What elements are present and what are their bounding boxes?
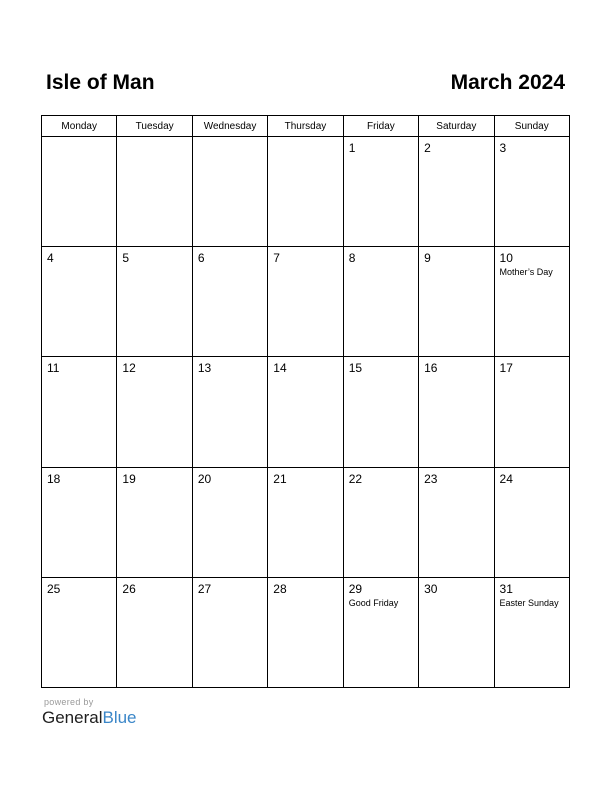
weekday-header: Tuesday [117, 116, 192, 137]
day-number: 22 [348, 471, 363, 486]
day-number [117, 137, 191, 141]
day-number: 10 [499, 251, 513, 266]
calendar-week-row [42, 247, 570, 357]
day-number: 16 [424, 361, 438, 376]
calendar-day-cell [117, 467, 192, 577]
weekday-header: Friday [343, 116, 418, 137]
calendar-day-cell [42, 577, 117, 687]
day-number: 19 [122, 471, 136, 486]
calendar-week-row [42, 577, 570, 687]
day-number: 2 [424, 141, 431, 155]
calendar-day-cell [192, 357, 267, 467]
calendar-week-row [42, 357, 570, 467]
holiday-label: Mother’s Day [499, 267, 553, 278]
calendar-day-cell [494, 577, 569, 687]
calendar-day-cell [42, 467, 117, 577]
calendar-day-cell [117, 357, 192, 467]
calendar-body [42, 137, 570, 688]
weekday-header: Wednesday [192, 116, 267, 137]
day-number: 3 [499, 141, 507, 155]
day-number: 28 [273, 581, 287, 596]
calendar-day-cell [192, 467, 267, 577]
calendar-day-cell [268, 467, 343, 577]
day-number: 25 [47, 581, 61, 596]
calendar-day-cell [343, 247, 418, 357]
day-number: 4 [47, 251, 54, 266]
calendar-day-cell [419, 137, 494, 247]
day-number: 27 [197, 581, 212, 596]
day-number: 26 [122, 581, 136, 596]
day-number [42, 137, 116, 141]
calendar-day-cell [494, 357, 569, 467]
calendar-day-cell [343, 577, 418, 687]
calendar-day-cell [268, 247, 343, 357]
calendar-day-cell [192, 577, 267, 687]
calendar-day-cell [343, 467, 418, 577]
calendar-day-cell [268, 137, 343, 247]
weekday-header: Monday [42, 116, 117, 137]
calendar-day-cell [268, 357, 343, 467]
calendar-day-cell [419, 357, 494, 467]
day-number [268, 137, 342, 141]
day-number: 20 [197, 471, 212, 486]
calendar-day-cell [494, 467, 569, 577]
calendar-day-cell [42, 137, 117, 247]
day-number: 1 [348, 141, 356, 155]
calendar-day-cell [419, 577, 494, 687]
day-number: 17 [499, 361, 513, 376]
calendar-day-cell [343, 137, 418, 247]
day-number: 21 [273, 471, 287, 486]
day-number: 18 [47, 471, 61, 486]
day-number: 11 [47, 361, 60, 376]
day-number: 30 [424, 581, 438, 596]
powered-by-text: powered by [44, 697, 94, 707]
calendar-day-cell [494, 247, 569, 357]
month-year-title: March 2024 [450, 71, 565, 94]
day-number: 13 [197, 361, 212, 376]
generalblue-logo [42, 708, 137, 728]
calendar-day-cell [117, 247, 192, 357]
day-number: 31 [499, 581, 513, 596]
calendar-day-cell [419, 247, 494, 357]
weekday-header-row [42, 116, 570, 137]
calendar-day-cell [192, 247, 267, 357]
calendar-day-cell [42, 247, 117, 357]
calendar-grid [41, 115, 570, 688]
weekday-header: Thursday [268, 116, 343, 137]
day-number: 7 [273, 251, 280, 266]
calendar-day-cell [494, 137, 569, 247]
day-number: 23 [424, 471, 438, 486]
day-number: 5 [122, 251, 130, 266]
day-number: 15 [348, 361, 363, 376]
logo-general-text: General [42, 708, 103, 727]
day-number: 6 [197, 251, 205, 266]
day-number: 12 [122, 361, 136, 376]
day-number: 8 [348, 251, 356, 266]
holiday-label: Easter Sunday [499, 597, 559, 608]
day-number: 29 [348, 581, 363, 596]
calendar-day-cell [419, 467, 494, 577]
holiday-label: Good Friday [348, 597, 399, 608]
day-number: 24 [499, 471, 513, 486]
day-number: 9 [424, 251, 431, 266]
calendar-week-row [42, 467, 570, 577]
day-number: 14 [273, 361, 287, 376]
calendar-day-cell [343, 357, 418, 467]
day-number [193, 137, 267, 141]
region-title: Isle of Man [46, 71, 155, 94]
calendar-day-cell [42, 357, 117, 467]
calendar-day-cell [117, 577, 192, 687]
calendar-day-cell [192, 137, 267, 247]
calendar-week-row [42, 137, 570, 247]
weekday-header: Sunday [494, 116, 569, 137]
weekday-header: Saturday [419, 116, 494, 137]
calendar-day-cell [117, 137, 192, 247]
calendar-day-cell [268, 577, 343, 687]
logo-blue-text: Blue [102, 708, 137, 727]
